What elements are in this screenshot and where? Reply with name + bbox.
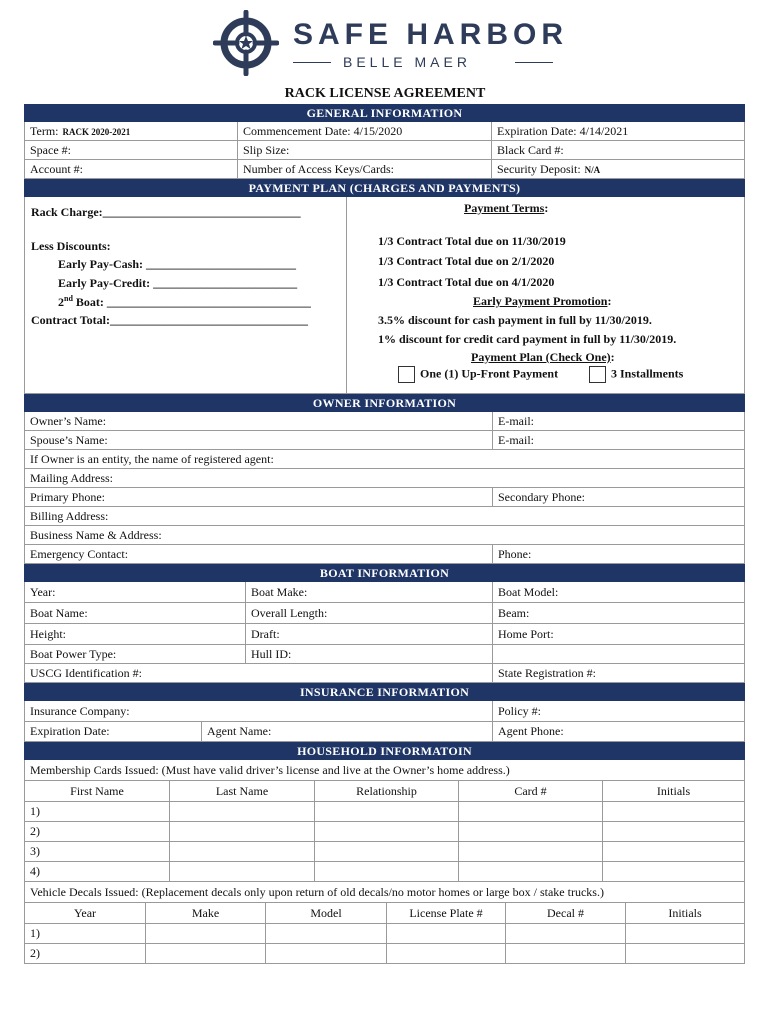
col-decal-number: Decal # xyxy=(505,903,625,923)
option-installments[interactable]: 3 Installments xyxy=(589,366,683,383)
card-row-label: 3) xyxy=(30,844,40,858)
beam-field[interactable]: Beam: xyxy=(492,603,744,623)
hull-id-field[interactable]: Hull ID: xyxy=(245,645,492,663)
col-first-name: First Name xyxy=(70,784,124,798)
spouse-email-field[interactable]: E-mail: xyxy=(492,431,744,449)
boat-information-header: BOAT INFORMATION xyxy=(24,564,745,582)
home-port-field[interactable]: Home Port: xyxy=(492,624,744,644)
col-relationship: Relationship xyxy=(314,781,458,801)
card-cell[interactable] xyxy=(458,842,602,861)
card-cell[interactable] xyxy=(169,802,314,821)
card-cell[interactable] xyxy=(602,842,744,861)
primary-phone-field[interactable]: Primary Phone: xyxy=(30,490,105,504)
vehicle-row-label: 2) xyxy=(30,946,40,960)
promotion-cash: 3.5% discount for cash payment in full by 11/30/2019. xyxy=(378,313,652,327)
card-cell[interactable] xyxy=(314,862,458,881)
slip-size-field[interactable]: Slip Size: xyxy=(237,141,491,159)
contract-total-field[interactable]: Contract Total:_________________________________ xyxy=(31,313,308,327)
card-cell[interactable] xyxy=(314,842,458,861)
insurance-company-field[interactable]: Insurance Company: xyxy=(30,704,130,718)
card-cell[interactable] xyxy=(314,822,458,841)
business-address-field[interactable]: Business Name & Address: xyxy=(30,528,162,542)
vehicle-cell[interactable] xyxy=(386,944,505,963)
promotion-credit: 1% discount for credit card payment in full by 11/30/2019. xyxy=(378,332,677,346)
vehicle-decals-note: Vehicle Decals Issued: (Replacement decals only upon return of old decals/no motor homes or large box / stake trucks.) xyxy=(30,885,604,899)
security-deposit-field[interactable]: Security Deposit: N/A xyxy=(491,160,744,178)
household-information-header: HOUSEHOLD INFORMATOIN xyxy=(24,742,745,760)
boat-model-field[interactable]: Boat Model: xyxy=(492,582,744,602)
card-cell[interactable] xyxy=(602,862,744,881)
early-payment-promotion-title: Early Payment Promotion: xyxy=(473,294,612,308)
owner-email-field[interactable]: E-mail: xyxy=(492,412,744,430)
card-cell[interactable] xyxy=(602,822,744,841)
agent-phone-field[interactable]: Agent Phone: xyxy=(492,722,744,741)
page-title: RACK LICENSE AGREEMENT xyxy=(284,86,486,101)
commencement-date-field[interactable]: Commencement Date: 4/15/2020 xyxy=(237,122,491,140)
state-registration-field[interactable]: State Registration #: xyxy=(492,664,744,682)
boat-year-field[interactable]: Year: xyxy=(30,585,56,599)
card-cell[interactable] xyxy=(169,862,314,881)
payment-plan-header: PAYMENT PLAN (CHARGES AND PAYMENTS) xyxy=(24,179,745,197)
card-row-label: 2) xyxy=(30,824,40,838)
col-vehicle-initials: Initials xyxy=(625,903,744,923)
rack-charge-field[interactable]: Rack Charge:_________________________________ xyxy=(31,205,301,219)
upfront-checkbox[interactable] xyxy=(398,366,415,383)
card-row-label: 4) xyxy=(30,864,40,878)
brand-name: SAFE HARBOR xyxy=(293,18,569,51)
vehicle-cell[interactable] xyxy=(505,924,625,943)
boat-name-field[interactable]: Boat Name: xyxy=(30,606,88,620)
col-vehicle-make: Make xyxy=(145,903,265,923)
card-cell[interactable] xyxy=(602,802,744,821)
vehicle-cell[interactable] xyxy=(625,924,744,943)
insurance-information-header: INSURANCE INFORMATION xyxy=(24,683,745,701)
secondary-phone-field[interactable]: Secondary Phone: xyxy=(492,488,744,506)
boat-make-field[interactable]: Boat Make: xyxy=(245,582,492,602)
registered-agent-field[interactable]: If Owner is an entity, the name of registered agent: xyxy=(30,452,274,466)
term-field[interactable]: Term: RACK 2020-2021 xyxy=(30,124,131,138)
payment-plan-title: Payment Plan (Check One): xyxy=(471,350,615,364)
vehicle-cell[interactable] xyxy=(505,944,625,963)
card-cell[interactable] xyxy=(169,842,314,861)
general-information-header: GENERAL INFORMATION xyxy=(24,104,745,122)
vehicle-cell[interactable] xyxy=(265,924,386,943)
spouse-name-field[interactable]: Spouse’s Name: xyxy=(30,433,108,447)
payment-plan-section xyxy=(24,197,745,394)
vehicle-cell[interactable] xyxy=(265,944,386,963)
safe-harbor-logo xyxy=(213,10,569,80)
emergency-contact-field[interactable]: Emergency Contact: xyxy=(30,547,129,561)
ship-wheel-icon xyxy=(213,10,279,76)
early-pay-cash-field[interactable]: Early Pay-Cash: _________________________ xyxy=(58,257,296,271)
card-cell[interactable] xyxy=(458,862,602,881)
agent-name-field[interactable]: Agent Name: xyxy=(201,722,492,741)
vehicle-cell[interactable] xyxy=(386,924,505,943)
account-field[interactable]: Account #: xyxy=(30,162,83,176)
col-vehicle-year: Year xyxy=(73,906,97,920)
vehicle-cell[interactable] xyxy=(625,944,744,963)
card-row-label: 1) xyxy=(30,804,40,818)
license-form xyxy=(24,104,745,964)
col-card-number: Card # xyxy=(458,781,602,801)
early-pay-credit-field[interactable]: Early Pay-Credit: ________________________ xyxy=(58,276,298,290)
less-discounts-label: Less Discounts: xyxy=(31,239,111,253)
membership-cards-note: Membership Cards Issued: (Must have valid driver’s license and live at the Owner’s home address.) xyxy=(30,763,510,777)
card-cell[interactable] xyxy=(458,802,602,821)
insurance-expiration-field[interactable]: Expiration Date: xyxy=(30,724,110,738)
owner-name-field[interactable]: Owner’s Name: xyxy=(30,414,107,428)
owner-information-header: OWNER INFORMATION xyxy=(24,394,745,412)
card-cell[interactable] xyxy=(169,822,314,841)
col-vehicle-model: Model xyxy=(265,903,386,923)
col-license-plate: License Plate # xyxy=(386,903,505,923)
second-boat-field[interactable]: 2nd Boat: __________________________________ xyxy=(58,294,311,309)
black-card-field[interactable]: Black Card #: xyxy=(491,141,744,159)
payment-terms-title: Payment Terms: xyxy=(464,201,549,215)
mailing-address-field[interactable]: Mailing Address: xyxy=(30,471,113,485)
payment-term-1: 1/3 Contract Total due on 11/30/2019 xyxy=(378,234,566,248)
draft-field[interactable]: Draft: xyxy=(245,624,492,644)
payment-term-3: 1/3 Contract Total due on 4/1/2020 xyxy=(378,275,555,289)
brand-subtitle: BELLE MAER xyxy=(293,54,555,72)
uscg-id-field[interactable]: USCG Identification #: xyxy=(30,666,142,680)
billing-address-field[interactable]: Billing Address: xyxy=(30,509,109,523)
space-field[interactable]: Space #: xyxy=(30,143,71,157)
policy-number-field[interactable]: Policy #: xyxy=(492,701,744,721)
card-cell[interactable] xyxy=(458,822,602,841)
option-upfront[interactable]: One (1) Up-Front Payment xyxy=(398,366,558,383)
card-cell[interactable] xyxy=(314,802,458,821)
height-field[interactable]: Height: xyxy=(30,627,66,641)
col-initials: Initials xyxy=(602,781,744,801)
vehicle-cell[interactable] xyxy=(145,924,265,943)
access-keys-field[interactable]: Number of Access Keys/Cards: xyxy=(237,160,491,178)
col-last-name: Last Name xyxy=(169,781,314,801)
payment-term-2: 1/3 Contract Total due on 2/1/2020 xyxy=(378,254,555,268)
overall-length-field[interactable]: Overall Length: xyxy=(245,603,492,623)
installments-checkbox[interactable] xyxy=(589,366,606,383)
vehicle-cell[interactable] xyxy=(145,944,265,963)
blank-cell xyxy=(492,645,744,663)
emergency-phone-field[interactable]: Phone: xyxy=(492,545,744,563)
boat-power-type-field[interactable]: Boat Power Type: xyxy=(30,647,117,661)
expiration-date-field[interactable]: Expiration Date: 4/14/2021 xyxy=(491,122,744,140)
vehicle-row-label: 1) xyxy=(30,926,40,940)
